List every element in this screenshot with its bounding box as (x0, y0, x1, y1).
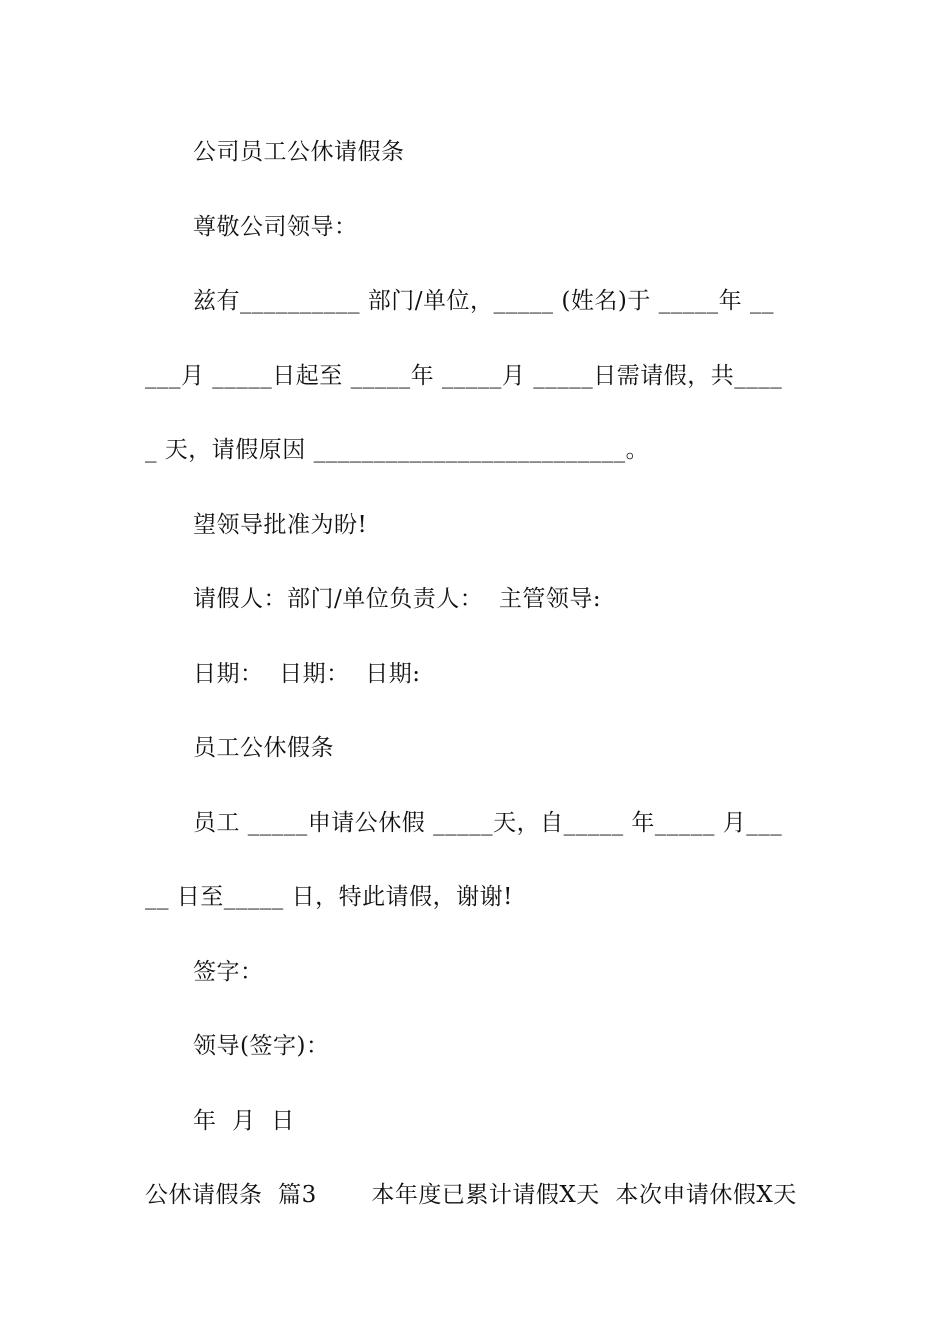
signature-dates: 日期： 日期： 日期: (193, 661, 421, 687)
signature-label: 签字： (193, 959, 264, 985)
leader-signature-label: 领导(签字)： (193, 1033, 330, 1059)
date-label: 年 月 日 (193, 1108, 295, 1134)
body-line-3: _ 天，请假原因 __________________________。 (145, 437, 650, 463)
body-line-1: 兹有__________ 部门/单位，_____ (姓名)于 _____年 __ (193, 288, 774, 314)
signature-roles: 请假人：部门/单位负责人： 主管领导: (193, 586, 602, 612)
leave-line-1: 员工 _____申请公休假 _____天，自_____ 年_____ 月___ (193, 810, 783, 836)
body-line-2: ___月 _____日起至 _____年 _____月 _____日需请假，共____ (145, 363, 783, 389)
leave-line-2: __ 日至_____ 日，特此请假，谢谢! (145, 884, 513, 910)
document-title: 公司员工公休请假条 (193, 139, 405, 165)
salutation: 尊敬公司领导： (193, 214, 358, 240)
closing-request: 望领导批准为盼! (193, 512, 368, 538)
section-title: 员工公休假条 (193, 735, 334, 761)
footer-line: 公休请假条 篇3 本年度已累计请假X天 本次申请休假X天 (145, 1182, 797, 1208)
